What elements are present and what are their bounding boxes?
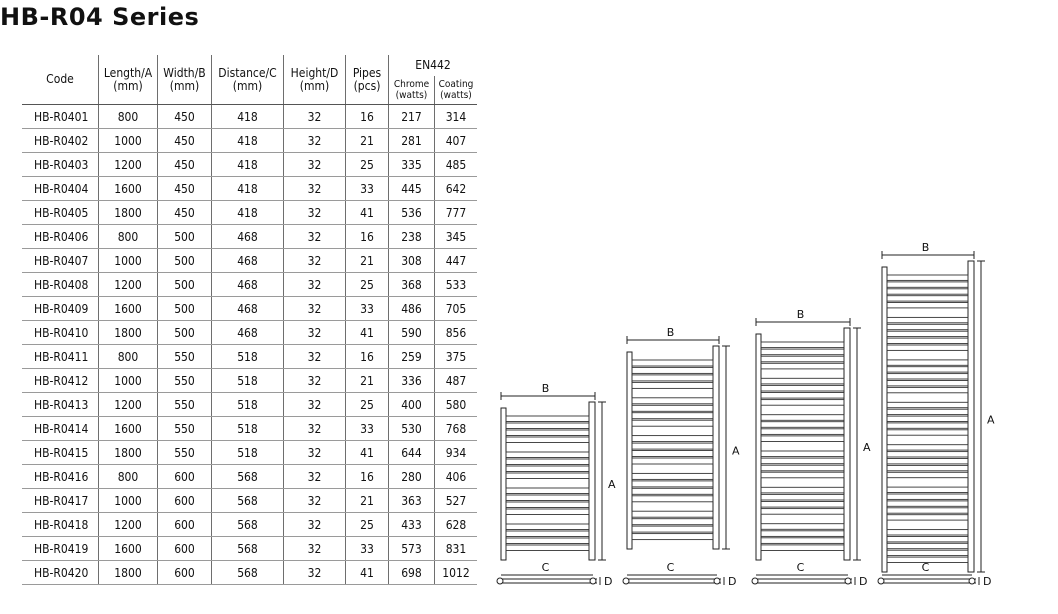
towel-bar [887,317,968,322]
table-cell: 32 [284,441,346,465]
towel-bar [632,534,713,540]
towel-bar [887,402,968,407]
table-cell: 533 [435,273,478,297]
towel-bar [761,356,844,362]
page-title: HB-R04 Series [0,3,200,31]
table-cell: 450 [158,129,212,153]
table-cell: HB-R0404 [22,177,99,201]
table-cell: 41 [346,441,389,465]
towel-bar [887,465,968,470]
table-cell: 518 [212,369,284,393]
table-cell: HB-R0415 [22,441,99,465]
table-cell: 238 [389,225,435,249]
table-cell: 33 [346,297,389,321]
table-cell: 336 [389,369,435,393]
towel-bar [506,524,589,530]
towel-bar [887,487,968,492]
towel-bar [887,296,968,301]
towel-bar [632,382,713,388]
table-cell: 32 [284,465,346,489]
table-cell: 468 [212,297,284,321]
label-a: A [732,444,740,458]
towel-bar [887,289,968,294]
table-cell: 800 [99,225,158,249]
table-cell: 568 [212,513,284,537]
table-cell: 1600 [99,297,158,321]
towel-bar [761,436,844,442]
table-cell: 628 [435,513,478,537]
table-cell: 16 [346,225,389,249]
table-cell: 32 [284,489,346,513]
towel-bar [761,385,844,391]
towel-bar [506,473,589,479]
table-cell: 934 [435,441,478,465]
table-cell: 642 [435,177,478,201]
table-cell: 418 [212,201,284,225]
table-cell: HB-R0410 [22,321,99,345]
table-cell: 41 [346,561,389,585]
towel-bar [887,515,968,520]
table-cell: 259 [389,345,435,369]
right-rail [968,261,974,572]
table-cell: HB-R0402 [22,129,99,153]
towel-bar [761,531,844,537]
right-rail [713,346,719,549]
table-cell: 25 [346,153,389,177]
table-cell: 32 [284,417,346,441]
towel-bar [632,488,713,494]
label-b: B [666,326,675,339]
towel-bar [761,502,844,508]
towel-bar [887,374,968,379]
mount-point [590,578,596,584]
table-cell: 21 [346,489,389,513]
table-cell: 500 [158,321,212,345]
towel-bar [887,501,968,506]
table-cell: 550 [158,441,212,465]
table-cell: 500 [158,273,212,297]
towel-bar [761,378,844,384]
towel-bar [761,509,844,515]
table-cell: 33 [346,417,389,441]
towel-bar [887,550,968,555]
table-cell: 32 [284,393,346,417]
table-cell: 568 [212,465,284,489]
towel-bar [506,459,589,465]
table-cell: 500 [158,249,212,273]
towel-bar [632,511,713,517]
table-cell: 368 [389,273,435,297]
towel-bar [506,437,589,443]
col-header-pipes: Pipes (pcs) [346,55,389,105]
towel-bar [506,430,589,436]
col-header-height: Height/D (mm) [284,55,346,105]
mount-point [752,578,758,584]
table-cell: 33 [346,177,389,201]
table-cell: HB-R0418 [22,513,99,537]
table-cell: 16 [346,465,389,489]
table-cell: 280 [389,465,435,489]
mount-point [878,578,884,584]
table-cell: 518 [212,345,284,369]
towel-bar [887,508,968,513]
towel-bar [632,398,713,404]
table-cell: 644 [389,441,435,465]
table-cell: 281 [389,129,435,153]
table-cell: 550 [158,345,212,369]
table-cell: 25 [346,273,389,297]
towel-bar [632,375,713,381]
towel-bar [887,494,968,499]
table-cell: 486 [389,297,435,321]
towel-bar [887,430,968,435]
mount-point [623,578,629,584]
table-cell: 16 [346,105,389,129]
table-cell: 530 [389,417,435,441]
towel-bar [761,451,844,457]
table-cell: 1000 [99,129,158,153]
table-cell: 485 [435,153,478,177]
mount-point [714,578,720,584]
table-cell: 1000 [99,489,158,513]
table-cell: 705 [435,297,478,321]
table-cell: 406 [435,465,478,489]
table-cell: 800 [99,345,158,369]
table-cell: 600 [158,561,212,585]
table-cell: 1800 [99,561,158,585]
table-cell: 32 [284,561,346,585]
table-cell: 1800 [99,201,158,225]
table-cell: 32 [284,153,346,177]
table-cell: 518 [212,441,284,465]
towel-bar [761,458,844,464]
towel-bar [506,423,589,429]
table-cell: HB-R0403 [22,153,99,177]
towel-bar [632,420,713,426]
table-cell: 856 [435,321,478,345]
table-cell: 400 [389,393,435,417]
label-d: D [983,575,992,588]
towel-bar [887,338,968,343]
table-cell: 487 [435,369,478,393]
label-d: D [604,575,613,588]
towel-bar [887,367,968,372]
table-cell: 32 [284,249,346,273]
table-cell: 21 [346,129,389,153]
towel-bar [761,422,844,428]
towel-bar [887,303,968,308]
table-cell: HB-R0406 [22,225,99,249]
table-cell: 1200 [99,273,158,297]
table-cell: 314 [435,105,478,129]
table-cell: 536 [389,201,435,225]
table-cell: 468 [212,273,284,297]
col-header-coating: Coating (watts) [435,76,478,105]
table-cell: 800 [99,465,158,489]
towel-bar [632,443,713,449]
table-cell: HB-R0416 [22,465,99,489]
towel-bar [887,543,968,548]
table-cell: 518 [212,417,284,441]
table-cell: 407 [435,129,478,153]
table-cell: 308 [389,249,435,273]
table-cell: 580 [435,393,478,417]
table-cell: HB-R0411 [22,345,99,369]
table-cell: 468 [212,321,284,345]
table-cell: 1600 [99,177,158,201]
towel-bar [632,473,713,479]
towel-bar [887,331,968,336]
towel-bar [761,545,844,551]
table-cell: 1800 [99,441,158,465]
table-cell: HB-R0420 [22,561,99,585]
towel-bar [506,531,589,537]
table-cell: 518 [212,393,284,417]
table-cell: 25 [346,393,389,417]
table-cell: 1200 [99,393,158,417]
towel-bar [761,538,844,544]
towel-bar [506,502,589,508]
table-cell: HB-R0414 [22,417,99,441]
towel-bar [887,445,968,450]
label-c: C [921,561,930,574]
table-cell: 25 [346,513,389,537]
table-cell: 568 [212,561,284,585]
table-cell: 363 [389,489,435,513]
towel-bar [632,519,713,525]
table-cell: HB-R0407 [22,249,99,273]
table-cell: 418 [212,129,284,153]
table-cell: 375 [435,345,478,369]
col-header-distance: Distance/C (mm) [212,55,284,105]
table-cell: 32 [284,273,346,297]
label-b: B [921,241,930,254]
table-cell: 418 [212,153,284,177]
table-cell: 32 [284,201,346,225]
towel-bar [761,524,844,530]
towel-bar [506,452,589,458]
table-cell: 550 [158,393,212,417]
left-rail [882,267,887,572]
table-cell: 447 [435,249,478,273]
table-cell: 600 [158,489,212,513]
table-cell: 433 [389,513,435,537]
table-cell: 600 [158,513,212,537]
table-cell: 217 [389,105,435,129]
towel-bar [761,494,844,500]
towel-bar [887,423,968,428]
mount-point [969,578,975,584]
table-cell: 1200 [99,513,158,537]
label-c: C [666,561,675,574]
table-cell: HB-R0405 [22,201,99,225]
table-cell: 1600 [99,417,158,441]
towel-bar [761,487,844,493]
table-cell: HB-R0412 [22,369,99,393]
table-cell: 468 [212,225,284,249]
towel-bar [887,282,968,287]
label-d: D [859,575,868,588]
table-cell: 573 [389,537,435,561]
left-rail [501,408,506,560]
towel-bar [761,363,844,369]
towel-bar [506,416,589,422]
table-cell: 16 [346,345,389,369]
mount-point [497,578,503,584]
table-cell: 418 [212,105,284,129]
table-cell: 590 [389,321,435,345]
towel-bar [506,538,589,544]
col-header-length: Length/A (mm) [99,55,158,105]
table-cell: 32 [284,537,346,561]
table-cell: 1200 [99,153,158,177]
towel-bar [632,451,713,457]
table-cell: 450 [158,177,212,201]
towel-bar [506,488,589,494]
table-cell: 1800 [99,321,158,345]
towel-bar [887,360,968,365]
towel-bar [506,495,589,501]
table-cell: 418 [212,177,284,201]
towel-bar [887,409,968,414]
table-cell: 1600 [99,537,158,561]
table-cell: 768 [435,417,478,441]
table-cell: 600 [158,537,212,561]
table-cell: HB-R0413 [22,393,99,417]
label-c: C [796,561,805,574]
table-cell: 32 [284,513,346,537]
towel-bar [761,472,844,478]
towel-bar [632,481,713,487]
table-cell: 21 [346,249,389,273]
towel-bar [632,413,713,419]
table-cell: 831 [435,537,478,561]
table-cell: 777 [435,201,478,225]
table-cell: 345 [435,225,478,249]
table-cell: HB-R0408 [22,273,99,297]
towel-bar [761,415,844,421]
towel-bar [632,496,713,502]
mount-point [845,578,851,584]
towel-bar [632,367,713,373]
table-cell: HB-R0401 [22,105,99,129]
table-cell: 600 [158,465,212,489]
towel-bar [506,466,589,472]
table-cell: 41 [346,321,389,345]
towel-bar [506,545,589,551]
col-header-code: Code [22,55,99,105]
table-cell: HB-R0419 [22,537,99,561]
towel-bar [761,342,844,348]
towel-bar [761,393,844,399]
towel-bar [761,465,844,471]
table-cell: 568 [212,489,284,513]
table-cell: 32 [284,225,346,249]
label-a: A [608,478,616,491]
towel-bar [506,509,589,515]
towel-bar [887,452,968,457]
table-cell: 32 [284,297,346,321]
table-cell: 1000 [99,369,158,393]
table-cell: 32 [284,177,346,201]
towel-bar [632,360,713,366]
table-cell: 568 [212,537,284,561]
table-cell: HB-R0417 [22,489,99,513]
towel-bar [887,275,968,280]
towel-bar [887,381,968,386]
table-cell: 335 [389,153,435,177]
label-b: B [541,382,550,395]
table-cell: HB-R0409 [22,297,99,321]
towel-bar [887,416,968,421]
table-cell: 468 [212,249,284,273]
label-b: B [796,308,805,321]
label-a: A [863,441,871,454]
towel-bar [632,405,713,411]
col-group-en442: EN442 [389,55,478,76]
table-cell: 21 [346,369,389,393]
label-a: A [987,413,995,427]
towel-bar [761,349,844,355]
right-rail [589,402,595,560]
table-cell: 33 [346,537,389,561]
right-rail [844,328,850,560]
towel-bar [761,400,844,406]
col-header-width: Width/B (mm) [158,55,212,105]
towel-bar [632,436,713,442]
table-cell: 32 [284,345,346,369]
table-cell: 450 [158,105,212,129]
label-c: C [541,561,550,574]
table-cell: 698 [389,561,435,585]
towel-bar [887,345,968,350]
table-cell: 32 [284,369,346,393]
table-cell: 800 [99,105,158,129]
table-cell: 32 [284,129,346,153]
towel-bar [761,429,844,435]
towel-bar [632,526,713,532]
table-cell: 1000 [99,249,158,273]
table-cell: 41 [346,201,389,225]
table-cell: 500 [158,225,212,249]
table-cell: 450 [158,153,212,177]
towel-bar [887,472,968,477]
towel-bar [887,387,968,392]
left-rail [756,334,761,560]
table-cell: 32 [284,321,346,345]
table-cell: 445 [389,177,435,201]
left-rail [627,352,632,549]
towel-bar [632,458,713,464]
table-cell: 527 [435,489,478,513]
table-cell: 550 [158,417,212,441]
col-header-chrome: Chrome (watts) [389,76,435,105]
table-cell: 550 [158,369,212,393]
label-d: D [728,575,737,588]
towel-bar [887,459,968,464]
table-cell: 1012 [435,561,478,585]
towel-bar [887,530,968,535]
towel-bar [887,324,968,329]
table-cell: 450 [158,201,212,225]
table-cell: 500 [158,297,212,321]
towel-bar [887,537,968,542]
table-cell: 32 [284,105,346,129]
